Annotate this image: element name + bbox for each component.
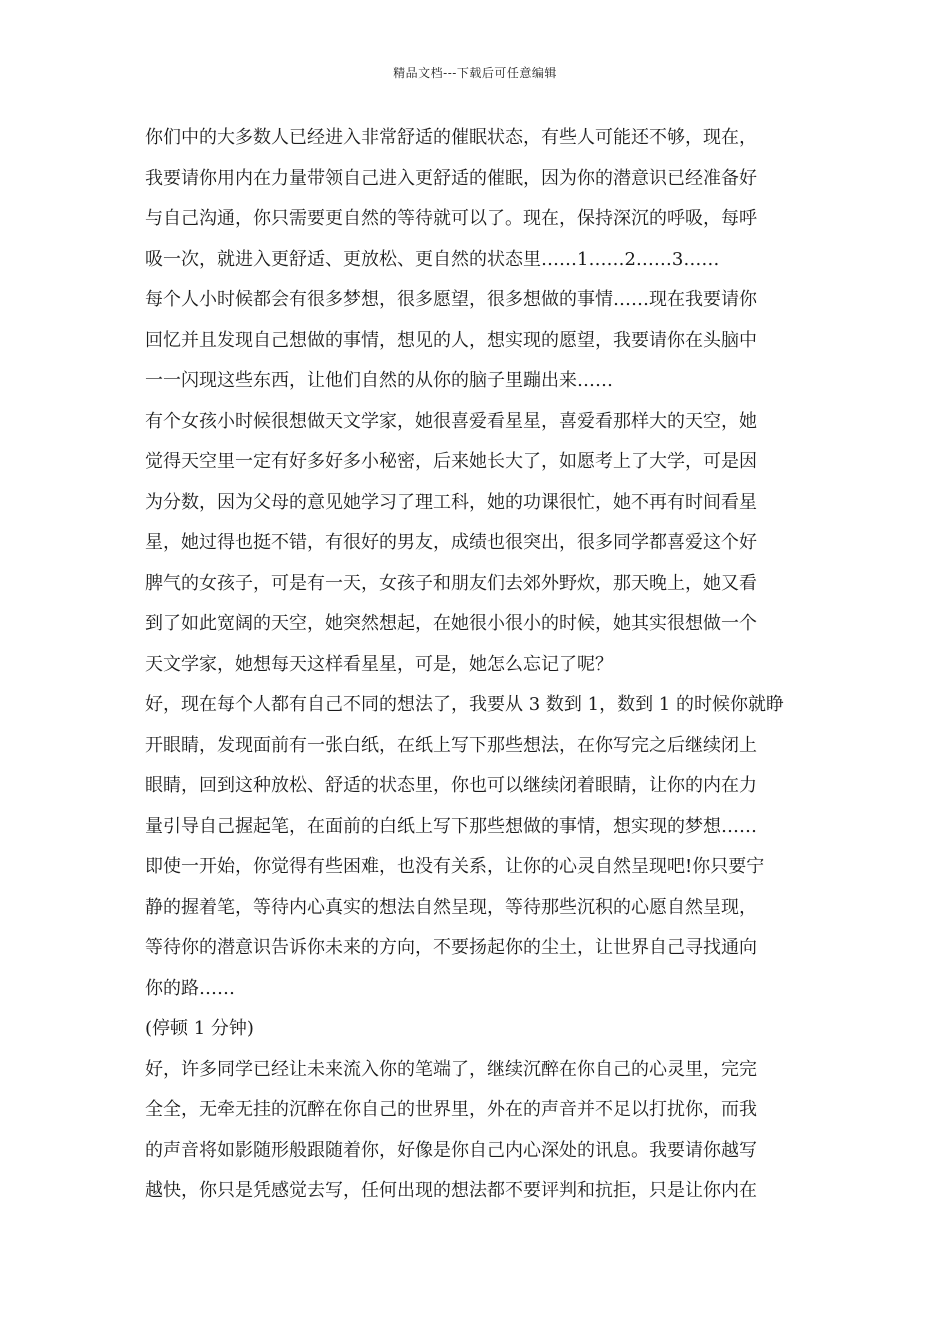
- paragraph-pause: [145, 1009, 817, 1050]
- text-line: 天文学家，她想每天这样看星星，可是，她怎么忘记了呢？: [145, 653, 613, 675]
- text-line: 吸一次，就进入更舒适、更放松、更自然的状态里……1……2……3……: [145, 248, 720, 270]
- text-line: 星，她过得也挺不错，有很好的男友，成绩也很突出，很多同学都喜爱这个好: [145, 532, 757, 553]
- text-line: 有个女孩小时候很想做天文学家，她很喜爱看星星，喜爱看那样大的天空，她: [145, 410, 757, 432]
- text-line: 你们中的大多数人已经进入非常舒适的催眠状态，有些人可能还不够，现在，: [145, 127, 757, 148]
- text-line: 好，许多同学已经让未来流入你的笔端了，继续沉醉在你自己的心灵里，完完: [145, 1058, 757, 1080]
- text-line: 一一闪现这些东西，让他们自然的从你的脑子里蹦出来……: [145, 370, 613, 391]
- text-line: 你的路……: [145, 977, 235, 999]
- text-line: 与自己沟通，你只需要更自然的等待就可以了。现在，保持深沉的呼吸，每呼: [145, 208, 757, 229]
- text-line: 开眼睛，发现面前有一张白纸，在纸上写下那些想法，在你写完之后继续闭上: [145, 734, 757, 756]
- paragraph-5: [145, 1050, 817, 1212]
- text-line: 好，现在每个人都有自己不同的想法了，我要从 3 数到 1，数到 1 的时候你就睁: [145, 694, 784, 715]
- paragraph-1: [145, 118, 817, 280]
- text-line: 的声音将如影随形般跟随着你，好像是你自己内心深处的讯息。我要请你越写: [145, 1139, 757, 1161]
- paragraph-3: [145, 402, 817, 686]
- paragraph-4: [145, 685, 817, 1009]
- text-line: 为分数，因为父母的意见她学习了理工科，她的功课很忙，她不再有时间看星: [145, 491, 757, 513]
- text-line: 回忆并且发现自己想做的事情，想见的人，想实现的愿望，我要请你在头脑中: [145, 329, 757, 351]
- text-line: 量引导自己握起笔，在面前的白纸上写下那些想做的事情，想实现的梦想……: [145, 815, 757, 837]
- page-header: 精品文档---下载后可任意编辑: [393, 66, 557, 80]
- paragraph-2: [145, 280, 817, 402]
- text-line: 全全，无牵无挂的沉醉在你自己的世界里，外在的声音并不足以打扰你，而我: [145, 1099, 757, 1120]
- text-line: 眼睛，回到这种放松、舒适的状态里，你也可以继续闭着眼睛，让你的内在力: [145, 775, 757, 796]
- text-line: 即使一开始，你觉得有些困难，也没有关系，让你的心灵自然呈现吧!你只要宁: [145, 856, 765, 877]
- text-line: 我要请你用内在力量带领自己进入更舒适的催眠，因为你的潜意识已经准备好: [145, 167, 757, 189]
- text-line: 等待你的潜意识告诉你未来的方向，不要扬起你的尘土，让世界自己寻找通向: [145, 937, 757, 958]
- text-line: 静的握着笔，等待内心真实的想法自然呈现，等待那些沉积的心愿自然呈现，: [145, 896, 757, 918]
- text-line: 脾气的女孩子，可是有一天，女孩子和朋友们去郊外野炊，那天晚上，她又看: [145, 572, 757, 594]
- text-line: 越快，你只是凭感觉去写，任何出现的想法都不要评判和抗拒，只是让你内在: [145, 1180, 757, 1201]
- text-line: (停顿 1 分钟): [145, 1018, 254, 1039]
- text-line: 到了如此宽阔的天空，她突然想起，在她很小很小的时候，她其实很想做一个: [145, 613, 757, 634]
- text-line: 觉得天空里一定有好多好多小秘密，后来她长大了，如愿考上了大学，可是因: [145, 451, 757, 472]
- document-body: [145, 118, 817, 1212]
- text-line: 每个人小时候都会有很多梦想，很多愿望，很多想做的事情……现在我要请你: [145, 289, 757, 310]
